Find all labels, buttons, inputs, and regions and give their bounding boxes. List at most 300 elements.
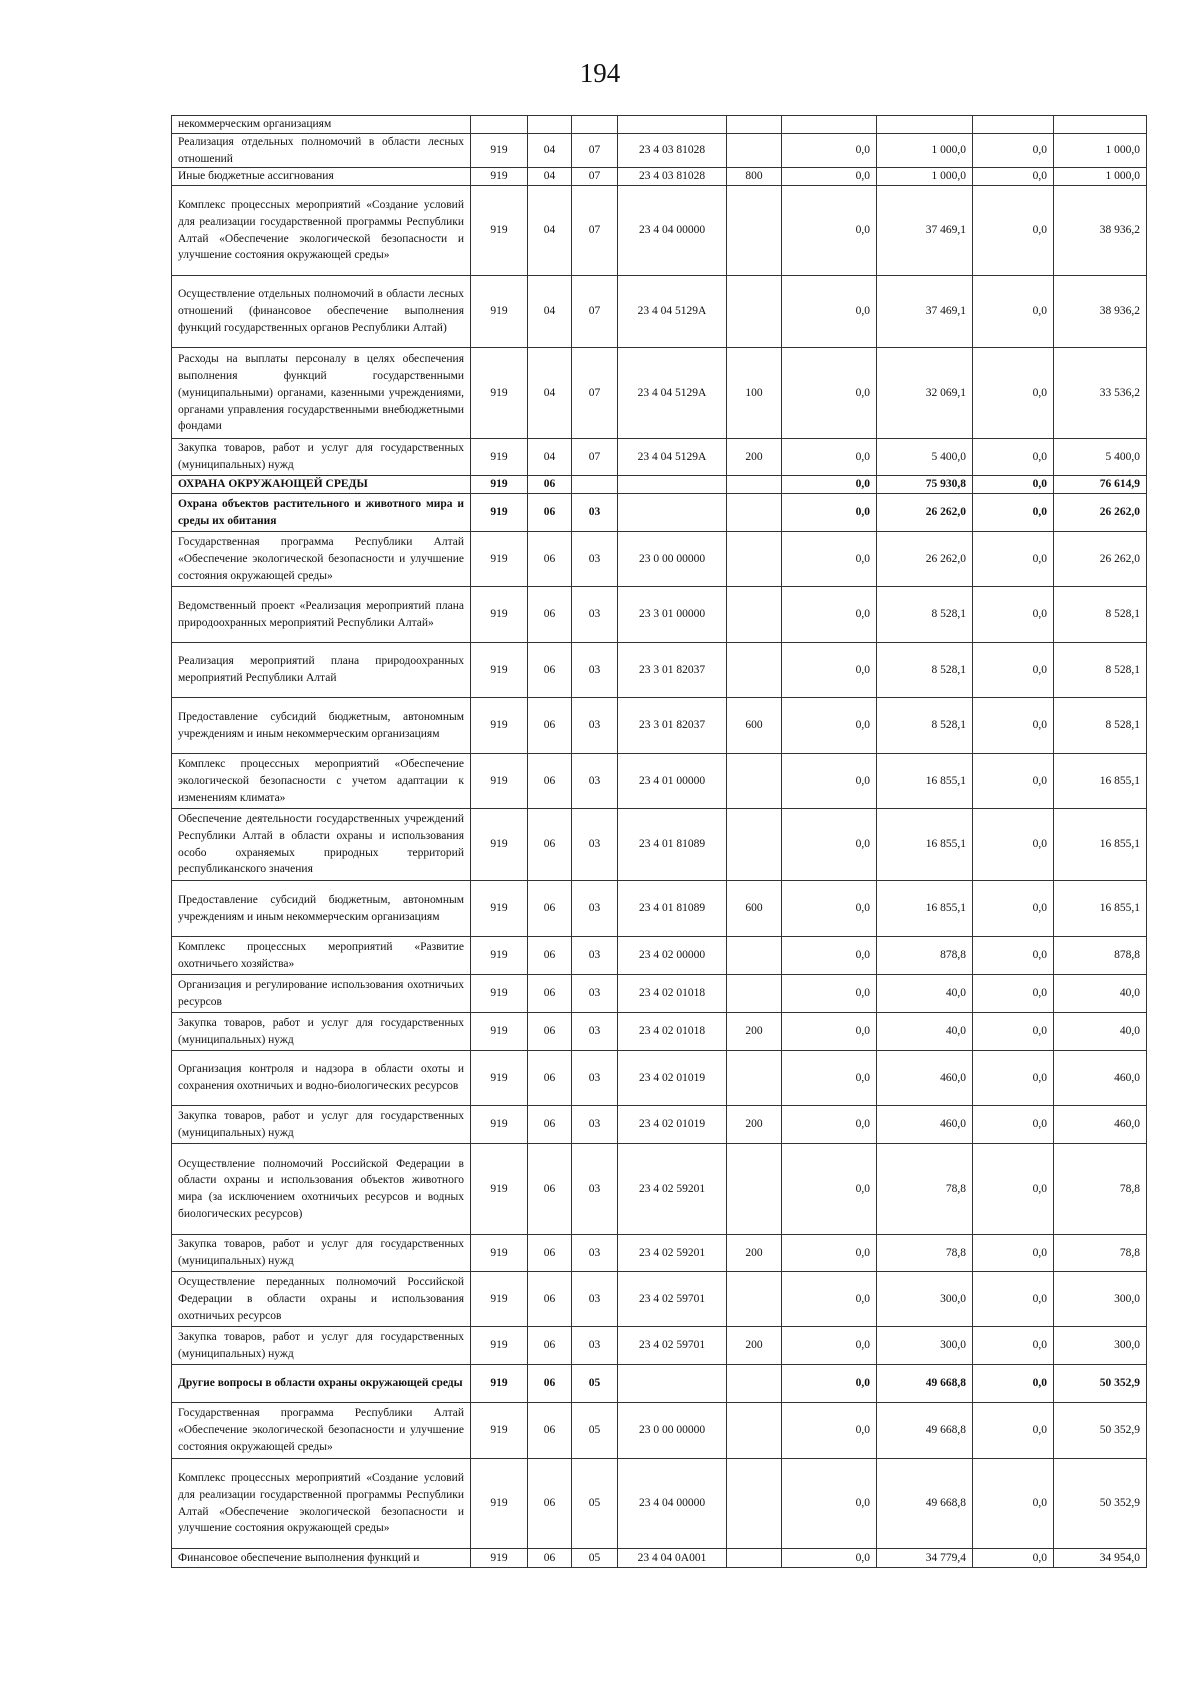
section-code: 04 xyxy=(528,168,572,186)
amount-2: 460,0 xyxy=(877,1106,973,1144)
subsection-code: 03 xyxy=(572,587,618,643)
row-name: Закупка товаров, работ и услуг для государственных (муниципальных) нужд xyxy=(172,1327,471,1365)
amount-3: 0,0 xyxy=(973,643,1054,698)
amount-2: 34 779,4 xyxy=(877,1549,973,1568)
section-code: 06 xyxy=(528,937,572,975)
target-article: 23 4 02 59701 xyxy=(618,1327,727,1365)
amount-2: 49 668,8 xyxy=(877,1459,973,1549)
section-code: 04 xyxy=(528,186,572,276)
target-article xyxy=(618,116,727,134)
amount-3: 0,0 xyxy=(973,1403,1054,1459)
amount-3: 0,0 xyxy=(973,476,1054,494)
amount-4: 40,0 xyxy=(1054,975,1147,1013)
amount-3: 0,0 xyxy=(973,1235,1054,1272)
ministry-code: 919 xyxy=(471,168,528,186)
section-code: 06 xyxy=(528,587,572,643)
amount-1: 0,0 xyxy=(782,809,877,881)
ministry-code: 919 xyxy=(471,643,528,698)
subsection-code: 07 xyxy=(572,348,618,439)
amount-1: 0,0 xyxy=(782,587,877,643)
amount-1: 0,0 xyxy=(782,975,877,1013)
row-name: ОХРАНА ОКРУЖАЮЩЕЙ СРЕДЫ xyxy=(172,476,471,494)
amount-4: 76 614,9 xyxy=(1054,476,1147,494)
target-article: 23 4 02 59201 xyxy=(618,1144,727,1235)
budget-table-body xyxy=(172,116,1147,1568)
amount-1 xyxy=(782,116,877,134)
amount-1: 0,0 xyxy=(782,168,877,186)
ministry-code: 919 xyxy=(471,186,528,276)
amount-3: 0,0 xyxy=(973,168,1054,186)
expense-type: 200 xyxy=(727,1013,782,1051)
row-name: Комплекс процессных мероприятий «Развитие охотничьего хозяйства» xyxy=(172,937,471,975)
table-row xyxy=(172,168,1147,186)
amount-3: 0,0 xyxy=(973,186,1054,276)
amount-1: 0,0 xyxy=(782,348,877,439)
page-number: 194 xyxy=(579,58,621,88)
expense-type xyxy=(727,494,782,532)
subsection-code: 07 xyxy=(572,439,618,476)
subsection-code: 07 xyxy=(572,276,618,348)
row-name: Иные бюджетные ассигнования xyxy=(172,168,471,186)
amount-3: 0,0 xyxy=(973,881,1054,937)
target-article: 23 3 01 82037 xyxy=(618,643,727,698)
expense-type xyxy=(727,1403,782,1459)
table-row xyxy=(172,348,1147,439)
expense-type: 800 xyxy=(727,168,782,186)
ministry-code: 919 xyxy=(471,1144,528,1235)
amount-1: 0,0 xyxy=(782,1272,877,1327)
table-row xyxy=(172,133,1147,168)
ministry-code: 919 xyxy=(471,1272,528,1327)
amount-4: 300,0 xyxy=(1054,1327,1147,1365)
amount-1: 0,0 xyxy=(782,186,877,276)
section-code: 06 xyxy=(528,1327,572,1365)
amount-2: 37 469,1 xyxy=(877,186,973,276)
amount-1: 0,0 xyxy=(782,643,877,698)
ministry-code: 919 xyxy=(471,532,528,587)
row-name: Обеспечение деятельности государственных учреждений Республики Алтай в области охраны и использования особо охраняемых природных территорий республиканского значения xyxy=(172,809,471,881)
target-article: 23 4 01 00000 xyxy=(618,754,727,809)
target-article xyxy=(618,476,727,494)
table-row xyxy=(172,186,1147,276)
expense-type: 600 xyxy=(727,698,782,754)
amount-4: 300,0 xyxy=(1054,1272,1147,1327)
expense-type xyxy=(727,1549,782,1568)
expense-type xyxy=(727,1365,782,1403)
target-article: 23 4 02 59701 xyxy=(618,1272,727,1327)
ministry-code: 919 xyxy=(471,1235,528,1272)
expense-type xyxy=(727,186,782,276)
row-name: Другие вопросы в области охраны окружающей среды xyxy=(172,1365,471,1403)
amount-1: 0,0 xyxy=(782,1013,877,1051)
amount-2: 16 855,1 xyxy=(877,809,973,881)
subsection-code: 07 xyxy=(572,133,618,168)
amount-4: 50 352,9 xyxy=(1054,1459,1147,1549)
ministry-code xyxy=(471,116,528,134)
amount-1: 0,0 xyxy=(782,1403,877,1459)
subsection-code: 07 xyxy=(572,186,618,276)
subsection-code: 03 xyxy=(572,1235,618,1272)
section-code: 06 xyxy=(528,1235,572,1272)
expense-type: 100 xyxy=(727,348,782,439)
subsection-code: 03 xyxy=(572,1106,618,1144)
target-article: 23 4 04 5129А xyxy=(618,348,727,439)
target-article xyxy=(618,494,727,532)
target-article: 23 4 02 01019 xyxy=(618,1051,727,1106)
section-code xyxy=(528,116,572,134)
section-code: 06 xyxy=(528,532,572,587)
table-row xyxy=(172,1272,1147,1327)
amount-4: 460,0 xyxy=(1054,1106,1147,1144)
amount-2 xyxy=(877,116,973,134)
amount-4: 78,8 xyxy=(1054,1144,1147,1235)
amount-4: 1 000,0 xyxy=(1054,168,1147,186)
subsection-code: 05 xyxy=(572,1549,618,1568)
ministry-code: 919 xyxy=(471,809,528,881)
section-code: 04 xyxy=(528,439,572,476)
amount-4: 38 936,2 xyxy=(1054,186,1147,276)
expense-type: 200 xyxy=(727,1106,782,1144)
amount-4: 50 352,9 xyxy=(1054,1365,1147,1403)
ministry-code: 919 xyxy=(471,1106,528,1144)
row-name: Государственная программа Республики Алтай «Обеспечение экологической безопасности и улучшение состояния окружающей среды» xyxy=(172,532,471,587)
table-row xyxy=(172,276,1147,348)
expense-type xyxy=(727,276,782,348)
ministry-code: 919 xyxy=(471,1365,528,1403)
amount-1: 0,0 xyxy=(782,1327,877,1365)
amount-3: 0,0 xyxy=(973,532,1054,587)
row-name: Закупка товаров, работ и услуг для государственных (муниципальных) нужд xyxy=(172,1013,471,1051)
amount-3: 0,0 xyxy=(973,698,1054,754)
row-name: Реализация мероприятий плана природоохранных мероприятий Республики Алтай xyxy=(172,643,471,698)
expense-type: 200 xyxy=(727,1235,782,1272)
subsection-code: 03 xyxy=(572,698,618,754)
amount-4: 78,8 xyxy=(1054,1235,1147,1272)
amount-1: 0,0 xyxy=(782,476,877,494)
target-article: 23 3 01 00000 xyxy=(618,587,727,643)
amount-4: 26 262,0 xyxy=(1054,494,1147,532)
table-row xyxy=(172,1144,1147,1235)
section-code: 06 xyxy=(528,1013,572,1051)
subsection-code: 05 xyxy=(572,1365,618,1403)
row-name: Финансовое обеспечение выполнения функций и xyxy=(172,1549,471,1568)
amount-1: 0,0 xyxy=(782,1459,877,1549)
ministry-code: 919 xyxy=(471,1327,528,1365)
subsection-code xyxy=(572,476,618,494)
target-article: 23 4 04 5129А xyxy=(618,439,727,476)
ministry-code: 919 xyxy=(471,587,528,643)
amount-3: 0,0 xyxy=(973,809,1054,881)
amount-4: 16 855,1 xyxy=(1054,881,1147,937)
expense-type xyxy=(727,809,782,881)
row-name: Комплекс процессных мероприятий «Создание условий для реализации государственной программы Республики Алтай «Обеспечение экологической безопасности и улучшение состояния окружающей среды» xyxy=(172,186,471,276)
amount-1: 0,0 xyxy=(782,1106,877,1144)
amount-2: 32 069,1 xyxy=(877,348,973,439)
amount-2: 40,0 xyxy=(877,975,973,1013)
section-code: 06 xyxy=(528,1051,572,1106)
amount-4: 38 936,2 xyxy=(1054,276,1147,348)
target-article: 23 4 02 01018 xyxy=(618,1013,727,1051)
subsection-code: 03 xyxy=(572,809,618,881)
amount-3: 0,0 xyxy=(973,1459,1054,1549)
amount-1: 0,0 xyxy=(782,881,877,937)
section-code: 06 xyxy=(528,494,572,532)
row-name: Охрана объектов растительного и животного мира и среды их обитания xyxy=(172,494,471,532)
amount-1: 0,0 xyxy=(782,439,877,476)
section-code: 06 xyxy=(528,881,572,937)
target-article: 23 4 02 01019 xyxy=(618,1106,727,1144)
amount-4: 33 536,2 xyxy=(1054,348,1147,439)
amount-1: 0,0 xyxy=(782,494,877,532)
expense-type xyxy=(727,1272,782,1327)
amount-3: 0,0 xyxy=(973,1327,1054,1365)
amount-3: 0,0 xyxy=(973,1549,1054,1568)
expense-type: 200 xyxy=(727,1327,782,1365)
target-article: 23 3 01 82037 xyxy=(618,698,727,754)
amount-4: 8 528,1 xyxy=(1054,643,1147,698)
amount-3: 0,0 xyxy=(973,276,1054,348)
ministry-code: 919 xyxy=(471,276,528,348)
table-row xyxy=(172,476,1147,494)
table-row xyxy=(172,881,1147,937)
expense-type xyxy=(727,476,782,494)
subsection-code: 03 xyxy=(572,975,618,1013)
ministry-code: 919 xyxy=(471,698,528,754)
table-row xyxy=(172,643,1147,698)
subsection-code: 03 xyxy=(572,1272,618,1327)
row-name: некоммерческим организациям xyxy=(172,116,471,134)
subsection-code: 03 xyxy=(572,494,618,532)
amount-3: 0,0 xyxy=(973,1144,1054,1235)
table-row xyxy=(172,1459,1147,1549)
table-row xyxy=(172,809,1147,881)
row-name: Реализация отдельных полномочий в области лесных отношений xyxy=(172,133,471,168)
table-row xyxy=(172,1051,1147,1106)
target-article: 23 4 01 81089 xyxy=(618,881,727,937)
ministry-code: 919 xyxy=(471,975,528,1013)
amount-1: 0,0 xyxy=(782,133,877,168)
amount-4: 34 954,0 xyxy=(1054,1549,1147,1568)
amount-1: 0,0 xyxy=(782,698,877,754)
table-row xyxy=(172,532,1147,587)
expense-type xyxy=(727,532,782,587)
amount-1: 0,0 xyxy=(782,1051,877,1106)
expense-type xyxy=(727,116,782,134)
ministry-code: 919 xyxy=(471,133,528,168)
row-name: Предоставление субсидий бюджетным, автономным учреждениям и иным некоммерческим организациям xyxy=(172,698,471,754)
amount-4: 460,0 xyxy=(1054,1051,1147,1106)
amount-3: 0,0 xyxy=(973,494,1054,532)
amount-4: 878,8 xyxy=(1054,937,1147,975)
row-name: Ведомственный проект «Реализация мероприятий плана природоохранных мероприятий Республики Алтай» xyxy=(172,587,471,643)
ministry-code: 919 xyxy=(471,439,528,476)
section-code: 06 xyxy=(528,1106,572,1144)
target-article: 23 4 03 81028 xyxy=(618,168,727,186)
amount-3: 0,0 xyxy=(973,975,1054,1013)
ministry-code: 919 xyxy=(471,476,528,494)
amount-3: 0,0 xyxy=(973,1365,1054,1403)
section-code: 06 xyxy=(528,809,572,881)
amount-3 xyxy=(973,116,1054,134)
subsection-code: 03 xyxy=(572,1051,618,1106)
amount-4: 16 855,1 xyxy=(1054,754,1147,809)
expense-type xyxy=(727,975,782,1013)
amount-4: 1 000,0 xyxy=(1054,133,1147,168)
target-article: 23 4 03 81028 xyxy=(618,133,727,168)
amount-3: 0,0 xyxy=(973,754,1054,809)
amount-4: 40,0 xyxy=(1054,1013,1147,1051)
amount-2: 49 668,8 xyxy=(877,1403,973,1459)
table-row xyxy=(172,1327,1147,1365)
target-article: 23 0 00 00000 xyxy=(618,1403,727,1459)
amount-2: 8 528,1 xyxy=(877,587,973,643)
subsection-code xyxy=(572,116,618,134)
amount-4: 16 855,1 xyxy=(1054,809,1147,881)
row-name: Закупка товаров, работ и услуг для государственных (муниципальных) нужд xyxy=(172,1235,471,1272)
section-code: 06 xyxy=(528,1365,572,1403)
budget-table xyxy=(171,115,1147,1568)
subsection-code: 03 xyxy=(572,532,618,587)
amount-3: 0,0 xyxy=(973,348,1054,439)
amount-2: 26 262,0 xyxy=(877,494,973,532)
section-code: 06 xyxy=(528,1272,572,1327)
table-row xyxy=(172,1013,1147,1051)
expense-type xyxy=(727,754,782,809)
section-code: 06 xyxy=(528,754,572,809)
amount-2: 5 400,0 xyxy=(877,439,973,476)
row-name: Предоставление субсидий бюджетным, автономным учреждениям и иным некоммерческим организациям xyxy=(172,881,471,937)
table-row xyxy=(172,1549,1147,1568)
table-row xyxy=(172,937,1147,975)
section-code: 06 xyxy=(528,1549,572,1568)
subsection-code: 05 xyxy=(572,1459,618,1549)
amount-1: 0,0 xyxy=(782,937,877,975)
table-row xyxy=(172,439,1147,476)
amount-4: 26 262,0 xyxy=(1054,532,1147,587)
amount-4: 8 528,1 xyxy=(1054,587,1147,643)
row-name: Организация контроля и надзора в области охоты и сохранения охотничьих и водно-биологических ресурсов xyxy=(172,1051,471,1106)
amount-2: 8 528,1 xyxy=(877,643,973,698)
target-article: 23 4 02 59201 xyxy=(618,1235,727,1272)
amount-1: 0,0 xyxy=(782,532,877,587)
ministry-code: 919 xyxy=(471,348,528,439)
amount-1: 0,0 xyxy=(782,276,877,348)
expense-type xyxy=(727,133,782,168)
amount-2: 8 528,1 xyxy=(877,698,973,754)
amount-3: 0,0 xyxy=(973,937,1054,975)
row-name: Осуществление полномочий Российской Федерации в области охраны и использования объектов животного мира (за исключением охотничьих ресурсов и водных биологических ресурсов) xyxy=(172,1144,471,1235)
ministry-code: 919 xyxy=(471,494,528,532)
row-name: Расходы на выплаты персоналу в целях обеспечения выполнения функций государственными (муниципальными) органами, казенными учреждениями, органами управления государственными внебюджетными фондами xyxy=(172,348,471,439)
expense-type xyxy=(727,1051,782,1106)
ministry-code: 919 xyxy=(471,1403,528,1459)
subsection-code: 05 xyxy=(572,1403,618,1459)
subsection-code: 03 xyxy=(572,1013,618,1051)
expense-type: 600 xyxy=(727,881,782,937)
subsection-code: 03 xyxy=(572,881,618,937)
amount-2: 300,0 xyxy=(877,1327,973,1365)
amount-2: 49 668,8 xyxy=(877,1365,973,1403)
target-article: 23 4 04 0А001 xyxy=(618,1549,727,1568)
section-code: 06 xyxy=(528,1144,572,1235)
table-row xyxy=(172,494,1147,532)
amount-1: 0,0 xyxy=(782,1144,877,1235)
amount-3: 0,0 xyxy=(973,1051,1054,1106)
target-article: 23 4 04 00000 xyxy=(618,1459,727,1549)
amount-2: 16 855,1 xyxy=(877,754,973,809)
subsection-code: 03 xyxy=(572,754,618,809)
expense-type xyxy=(727,1144,782,1235)
expense-type xyxy=(727,937,782,975)
table-row xyxy=(172,698,1147,754)
ministry-code: 919 xyxy=(471,754,528,809)
table-row xyxy=(172,1365,1147,1403)
section-code: 06 xyxy=(528,643,572,698)
amount-2: 878,8 xyxy=(877,937,973,975)
target-article xyxy=(618,1365,727,1403)
table-row xyxy=(172,1106,1147,1144)
section-code: 04 xyxy=(528,133,572,168)
section-code: 04 xyxy=(528,348,572,439)
target-article: 23 0 00 00000 xyxy=(618,532,727,587)
section-code: 06 xyxy=(528,1459,572,1549)
row-name: Закупка товаров, работ и услуг для государственных (муниципальных) нужд xyxy=(172,1106,471,1144)
expense-type xyxy=(727,643,782,698)
target-article: 23 4 04 5129А xyxy=(618,276,727,348)
amount-2: 40,0 xyxy=(877,1013,973,1051)
section-code: 06 xyxy=(528,975,572,1013)
amount-3: 0,0 xyxy=(973,1106,1054,1144)
subsection-code: 03 xyxy=(572,643,618,698)
amount-3: 0,0 xyxy=(973,1013,1054,1051)
row-name: Осуществление отдельных полномочий в области лесных отношений (финансовое обеспечение выполнения функций государственных органов Республики Алтай) xyxy=(172,276,471,348)
target-article: 23 4 04 00000 xyxy=(618,186,727,276)
amount-3: 0,0 xyxy=(973,1272,1054,1327)
subsection-code: 03 xyxy=(572,1144,618,1235)
ministry-code: 919 xyxy=(471,881,528,937)
subsection-code: 07 xyxy=(572,168,618,186)
table-row xyxy=(172,1403,1147,1459)
amount-4 xyxy=(1054,116,1147,134)
expense-type xyxy=(727,587,782,643)
amount-2: 16 855,1 xyxy=(877,881,973,937)
row-name: Государственная программа Республики Алтай «Обеспечение экологической безопасности и улучшение состояния окружающей среды» xyxy=(172,1403,471,1459)
amount-2: 78,8 xyxy=(877,1235,973,1272)
amount-2: 78,8 xyxy=(877,1144,973,1235)
amount-2: 1 000,0 xyxy=(877,133,973,168)
section-code: 06 xyxy=(528,476,572,494)
ministry-code: 919 xyxy=(471,1549,528,1568)
amount-4: 8 528,1 xyxy=(1054,698,1147,754)
amount-2: 37 469,1 xyxy=(877,276,973,348)
amount-2: 1 000,0 xyxy=(877,168,973,186)
subsection-code: 03 xyxy=(572,1327,618,1365)
amount-1: 0,0 xyxy=(782,1235,877,1272)
amount-1: 0,0 xyxy=(782,1549,877,1568)
target-article: 23 4 02 01018 xyxy=(618,975,727,1013)
expense-type: 200 xyxy=(727,439,782,476)
subsection-code: 03 xyxy=(572,937,618,975)
expense-type xyxy=(727,1459,782,1549)
ministry-code: 919 xyxy=(471,1051,528,1106)
amount-1: 0,0 xyxy=(782,1365,877,1403)
amount-3: 0,0 xyxy=(973,587,1054,643)
amount-2: 75 930,8 xyxy=(877,476,973,494)
section-code: 04 xyxy=(528,276,572,348)
row-name: Комплекс процессных мероприятий «Обеспечение экологической безопасности с учетом адаптации к изменениям климата» xyxy=(172,754,471,809)
amount-4: 50 352,9 xyxy=(1054,1403,1147,1459)
row-name: Закупка товаров, работ и услуг для государственных (муниципальных) нужд xyxy=(172,439,471,476)
